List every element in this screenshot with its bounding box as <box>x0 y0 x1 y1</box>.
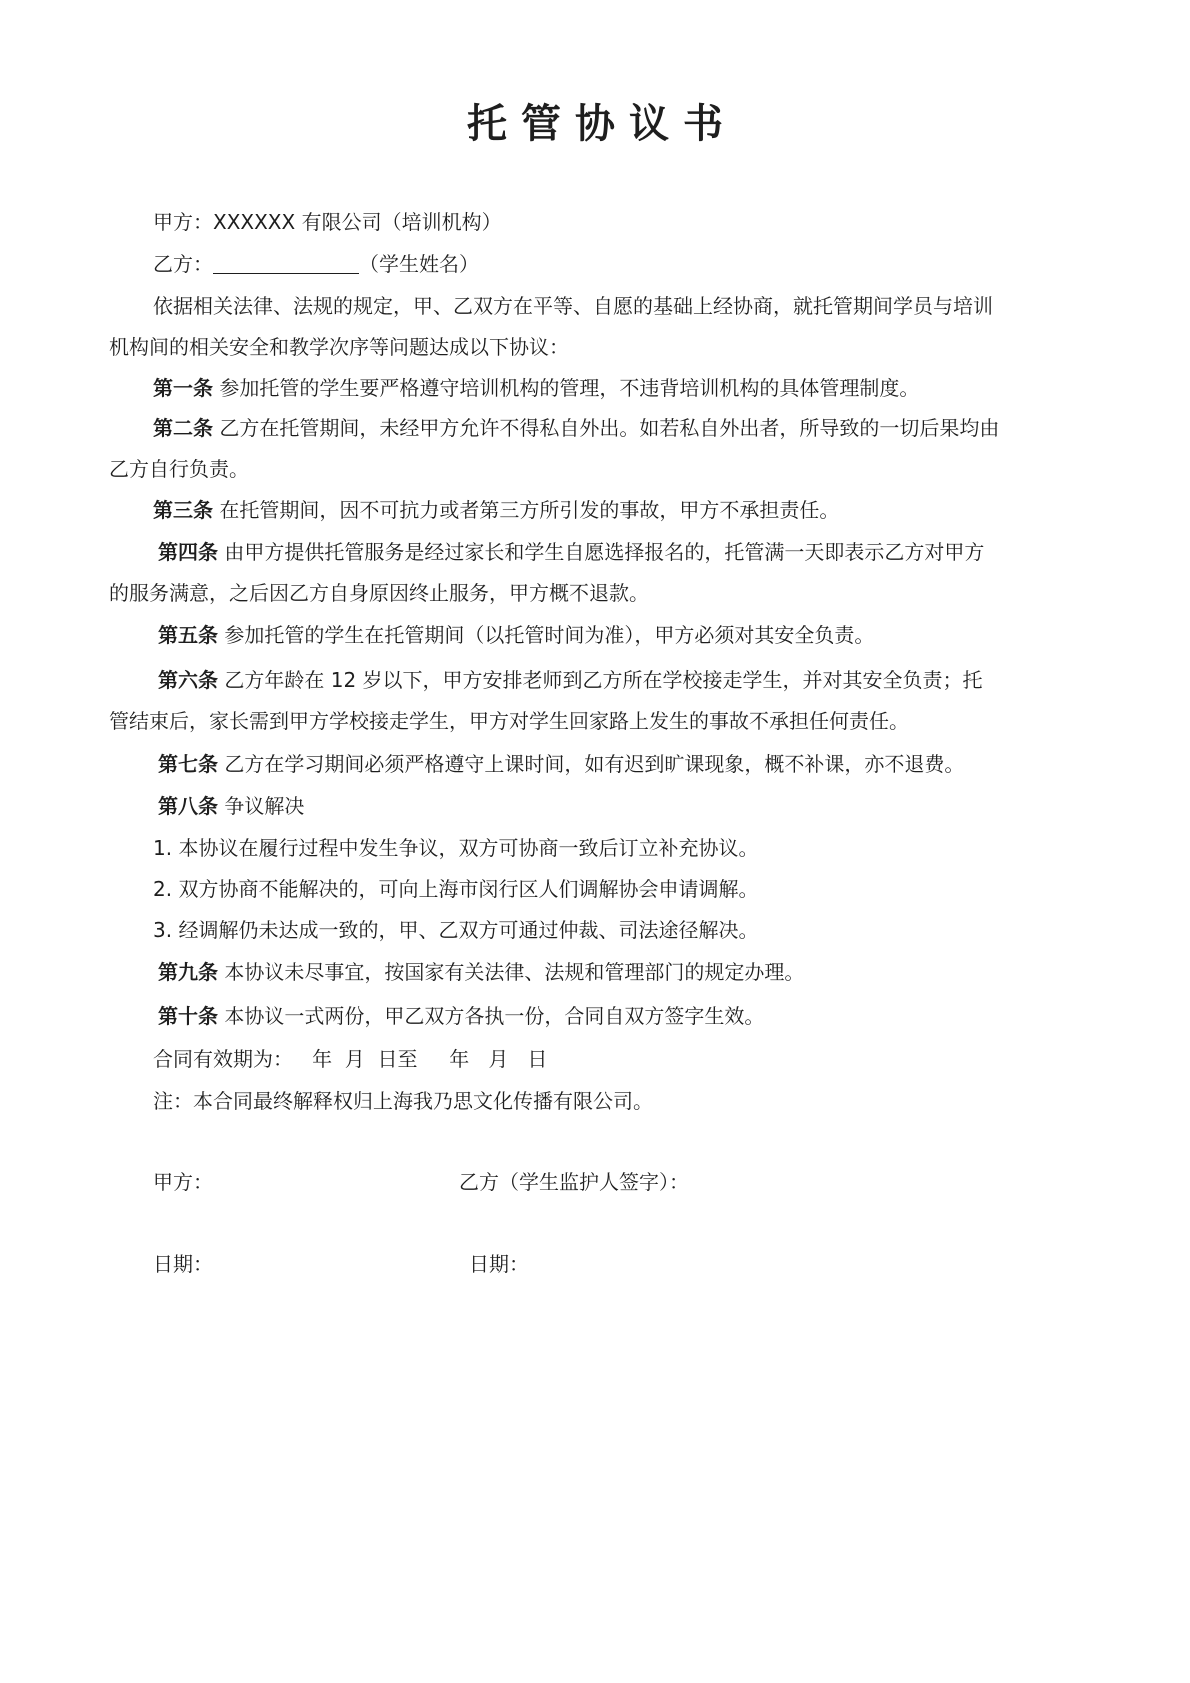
article-7-text: 乙方在学习期间必须严格遵守上课时间，如有迟到旷课现象，概不补课，亦不退费。 <box>218 752 965 776</box>
article-2-continuation: 乙方自行负责。 <box>109 457 249 481</box>
article-4 <box>158 538 984 566</box>
article-1-text: 参加托管的学生要严格遵守培训机构的管理，不违背培训机构的具体管理制度。 <box>213 376 920 400</box>
article-2 <box>153 414 999 442</box>
article-1 <box>153 374 919 402</box>
article-7 <box>158 750 964 778</box>
article-3-title: 第三条 <box>153 498 213 522</box>
student-name-blank <box>213 253 359 274</box>
article-10-text: 本协议一式两份，甲乙双方各执一份，合同自双方签字生效。 <box>218 1004 765 1028</box>
article-9 <box>158 958 804 986</box>
article-6-continuation: 管结束后，家长需到甲方学校接走学生，甲方对学生回家路上发生的事故不承担任何责任。 <box>109 709 909 733</box>
article-3-text: 在托管期间，因不可抗力或者第三方所引发的事故，甲方不承担责任。 <box>213 498 840 522</box>
article-8-item-1: 1. 本协议在履行过程中发生争议，双方可协商一致后订立补充协议。 <box>153 836 759 860</box>
article-6-title: 第六条 <box>158 668 218 692</box>
party-a-signature-label: 甲方： <box>153 1170 213 1194</box>
article-2-text: 乙方在托管期间，未经甲方允许不得私自外出。如若私自外出者，所导致的一切后果均由 <box>213 416 1000 440</box>
article-5-text: 参加托管的学生在托管期间（以托管时间为准），甲方必须对其安全负责。 <box>218 623 875 647</box>
party-b-line <box>153 250 479 278</box>
article-5-title: 第五条 <box>158 623 218 647</box>
preamble-line-1: 依据相关法律、法规的规定，甲、乙双方在平等、自愿的基础上经协商，就托管期间学员与培训 <box>153 294 993 318</box>
article-8-text: 争议解决 <box>218 794 305 818</box>
article-8-title: 第八条 <box>158 794 218 818</box>
document-title: 托管协议书 <box>467 101 737 147</box>
article-4-continuation: 的服务满意，之后因乙方自身原因终止服务，甲方概不退款。 <box>109 581 649 605</box>
article-2-title: 第二条 <box>153 416 213 440</box>
party-b-suffix: （学生姓名） <box>359 252 479 276</box>
article-4-title: 第四条 <box>158 540 218 564</box>
preamble-line-2: 机构间的相关安全和教学次序等问题达成以下协议： <box>109 335 569 359</box>
article-9-title: 第九条 <box>158 960 218 984</box>
article-5 <box>158 621 874 649</box>
article-6 <box>158 666 983 694</box>
article-1-title: 第一条 <box>153 376 213 400</box>
article-4-text: 由甲方提供托管服务是经过家长和学生自愿选择报名的，托管满一天即表示乙方对甲方 <box>218 540 985 564</box>
article-10-title: 第十条 <box>158 1004 218 1028</box>
footnote: 注：本合同最终解释权归上海我乃思文化传播有限公司。 <box>153 1089 653 1113</box>
article-6-text: 乙方年龄在 12 岁以下，甲方安排老师到乙方所在学校接走学生，并对其安全负责；托 <box>218 668 983 692</box>
article-8 <box>158 792 304 820</box>
article-10 <box>158 1002 764 1030</box>
validity-period: 合同有效期为： 年 月 日至 年 月 日 <box>153 1047 548 1071</box>
party-a-line: 甲方：XXXXXX 有限公司（培训机构） <box>153 210 502 234</box>
article-3 <box>153 496 839 524</box>
article-9-text: 本协议未尽事宜，按国家有关法律、法规和管理部门的规定办理。 <box>218 960 805 984</box>
party-a-date-label: 日期： <box>153 1252 213 1276</box>
article-7-title: 第七条 <box>158 752 218 776</box>
article-8-item-2: 2. 双方协商不能解决的，可向上海市闵行区人们调解协会申请调解。 <box>153 877 759 901</box>
party-b-label: 乙方： <box>153 252 213 276</box>
party-b-date-label: 日期： <box>469 1252 529 1276</box>
article-8-item-3: 3. 经调解仍未达成一致的，甲、乙双方可通过仲裁、司法途径解决。 <box>153 918 759 942</box>
party-b-signature-label: 乙方（学生监护人签字）： <box>459 1170 689 1194</box>
